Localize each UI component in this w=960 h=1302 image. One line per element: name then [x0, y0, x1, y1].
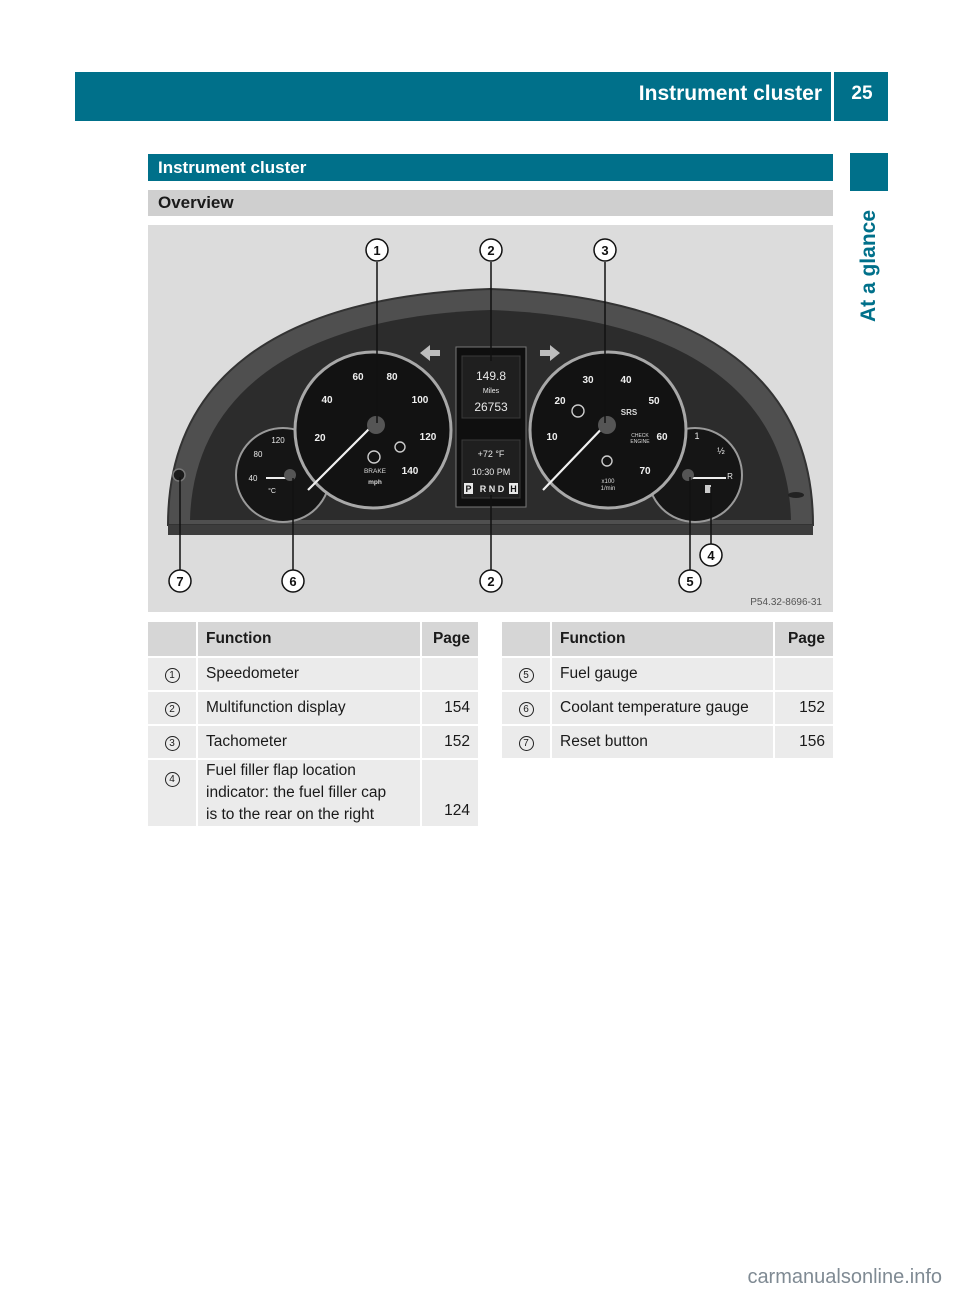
speedo-tick-120: 120	[419, 432, 437, 443]
tacho-tick-10: 10	[546, 432, 558, 443]
subsection-title: Overview	[148, 190, 833, 216]
row-function: Tachometer	[198, 724, 420, 758]
row-function: Multifunction display	[198, 690, 420, 724]
display-time: 10:30 PM	[471, 467, 511, 477]
tacho-unit-top: x100	[601, 479, 615, 485]
table-row	[148, 690, 478, 724]
tacho-tick-40: 40	[620, 375, 632, 386]
table-row	[148, 656, 478, 690]
tacho-tick-70: 70	[639, 466, 651, 477]
speedo-tick-80: 80	[386, 372, 398, 383]
table-row	[502, 724, 833, 758]
row-number: 3	[148, 724, 198, 758]
table-row	[148, 724, 478, 758]
row-page: 154	[420, 690, 478, 724]
speedo-unit: mph	[368, 479, 382, 486]
row-number: 1	[148, 656, 198, 690]
speedo-tick-100: 100	[411, 395, 429, 406]
callout-5-label: 5	[686, 574, 694, 589]
fuel-pump-icon	[705, 485, 711, 493]
header-page: Page	[773, 622, 833, 656]
table-row	[502, 656, 833, 690]
row-number: 2	[148, 690, 198, 724]
display-gears: R N D	[479, 484, 505, 494]
row-function: Fuel gauge	[552, 656, 773, 690]
gear-p: P	[465, 484, 472, 494]
function-table-right	[502, 622, 833, 758]
coolant-hub	[284, 469, 296, 481]
section-title: Instrument cluster	[148, 154, 833, 181]
tacho-tick-30: 30	[582, 375, 594, 386]
callout-2-bottom-label: 2	[487, 574, 495, 589]
side-tab-marker	[850, 153, 888, 191]
tacho-tick-50: 50	[648, 396, 660, 407]
row-page: 152	[420, 724, 478, 758]
display-trip-unit: Miles	[482, 388, 500, 395]
row-function: Fuel filler flap location indicator: the fuel filler cap is to the rear on the right	[198, 758, 420, 826]
speedo-brake-label: BRAKE	[363, 468, 387, 475]
fuel-tick-r: R	[727, 472, 733, 481]
header-function: Function	[198, 622, 420, 656]
display-odometer: 26753	[474, 400, 508, 414]
table-row	[502, 690, 833, 724]
tacho-engine-label: ENGINE	[630, 439, 650, 445]
tacho-srs-label: SRS	[620, 408, 638, 417]
fuel-hub	[682, 469, 694, 481]
row-number: 7	[502, 724, 552, 758]
callout-3-label: 3	[601, 243, 609, 258]
header-title: Instrument cluster	[638, 82, 822, 105]
speedo-tick-140: 140	[401, 466, 419, 477]
callout-7-label: 7	[176, 574, 184, 589]
gear-h: H	[510, 484, 517, 494]
tacho-tick-20: 20	[554, 396, 566, 407]
speedo-tick-20: 20	[314, 433, 326, 444]
speedo-tick-40: 40	[321, 395, 333, 406]
fuel-tick-1: 1	[694, 431, 700, 441]
speedometer-hub	[367, 416, 385, 434]
row-function: Reset button	[552, 724, 773, 758]
display-trip: 149.8	[475, 369, 507, 383]
header-page: Page	[420, 622, 478, 656]
row-page	[773, 656, 833, 690]
callout-1-label: 1	[373, 243, 381, 258]
cluster-slot	[788, 492, 804, 498]
fuel-tick-half: ½	[717, 446, 725, 456]
row-page: 156	[773, 724, 833, 758]
callout-6-label: 6	[289, 574, 297, 589]
page-number: 25	[851, 83, 873, 104]
row-number: 5	[502, 656, 552, 690]
row-page: 124	[420, 758, 478, 826]
table-header-row	[148, 622, 478, 656]
reset-button	[173, 469, 185, 481]
tacho-unit-bottom: 1/min	[600, 486, 616, 492]
table-header-row	[502, 622, 833, 656]
row-number: 6	[502, 690, 552, 724]
row-page	[420, 656, 478, 690]
row-function: Speedometer	[198, 656, 420, 690]
tacho-check-label: CHECK	[631, 433, 649, 439]
header-separator	[831, 72, 834, 121]
table-row	[148, 758, 478, 826]
coolant-unit: °C	[268, 488, 276, 495]
figure-code: P54.32-8696-31	[750, 597, 822, 608]
header-function: Function	[552, 622, 773, 656]
header-num	[502, 622, 552, 656]
row-page: 152	[773, 690, 833, 724]
row-number: 4	[148, 758, 198, 826]
tacho-tick-60: 60	[656, 432, 668, 443]
callout-2-top-label: 2	[487, 243, 495, 258]
footer-watermark[interactable]: carmanualsonline.info	[747, 1266, 942, 1288]
coolant-tick-40: 40	[248, 474, 258, 483]
tachometer-hub	[598, 416, 616, 434]
callout-4-label: 4	[707, 548, 715, 563]
side-tab-label: At a glance	[857, 209, 880, 323]
function-table-left	[148, 622, 478, 826]
header-num	[148, 622, 198, 656]
speedo-tick-60: 60	[352, 372, 364, 383]
cluster-illustration	[148, 225, 833, 612]
coolant-tick-80: 80	[253, 450, 263, 459]
instrument-cluster-figure	[148, 225, 833, 612]
row-function: Coolant temperature gauge	[552, 690, 773, 724]
display-temperature: +72 °F	[477, 449, 505, 459]
coolant-tick-120: 120	[271, 436, 285, 445]
